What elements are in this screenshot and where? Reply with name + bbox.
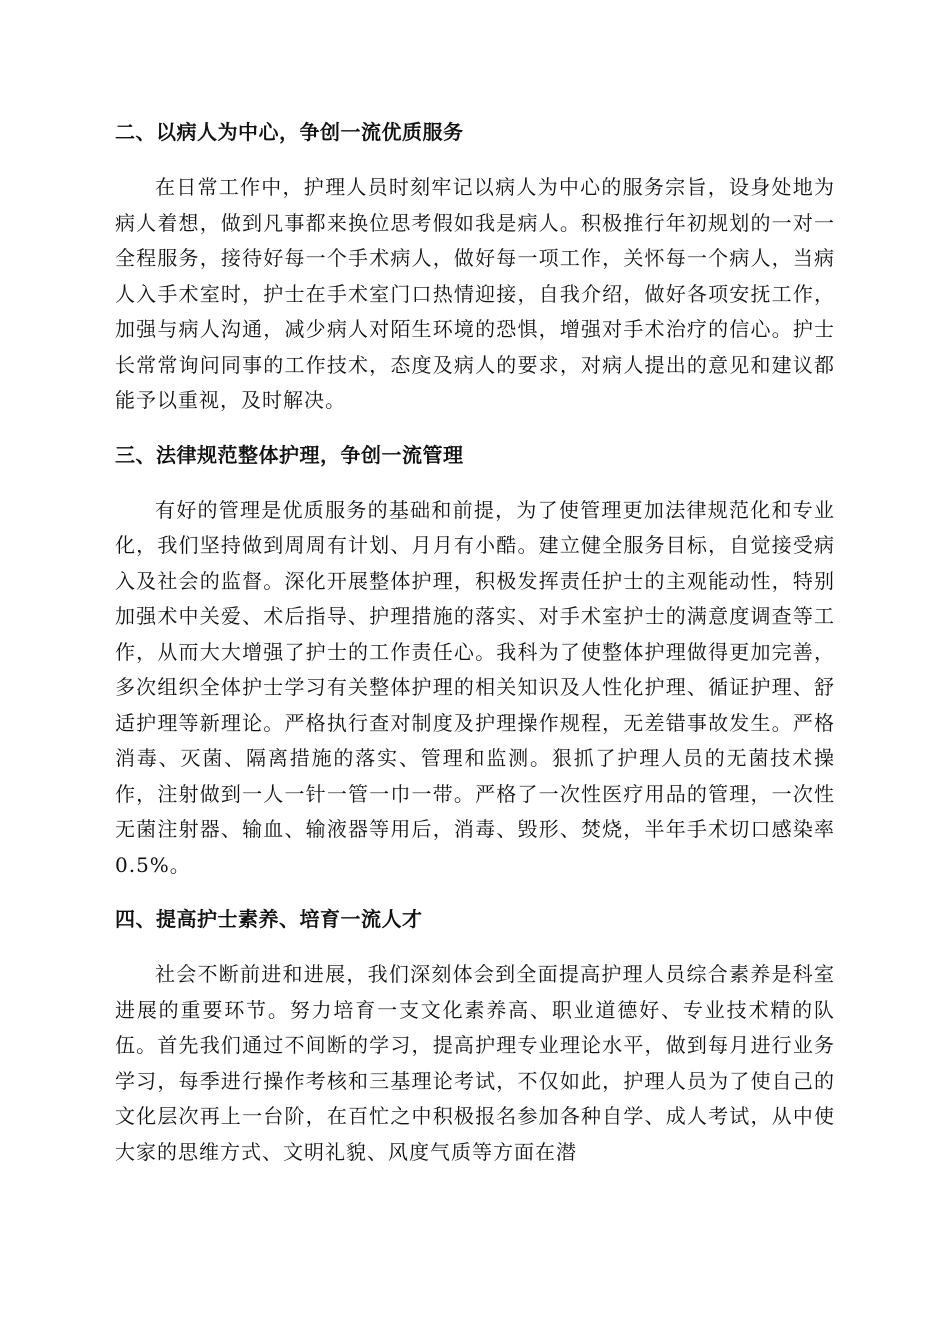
section-4-heading: 四、提高护士素养、培育一流人才 bbox=[115, 907, 423, 931]
section-4-paragraph: 社会不断前进和进展，我们深刻体会到全面提高护理人员综合素养是科室进展的重要环节。努力培育一支文化素养高、职业道德好、专业技术精的队伍。首先我们通过不间断的学习，提高护理专业理论水平，做到每月进行业务学习，每季进行操作考核和三基理论考试，不仅如此，护理人员为了使自己的文化层次再上一台阶，在百忙之中积极报名参加各种自学、成人考试，从中使大家的思维方式、文明礼貌、风度气质等方面在潜 bbox=[115, 962, 835, 1164]
section-2-paragraph: 在日常工作中，护理人员时刻牢记以病人为中心的服务宗旨，设身处地为病人着想，做到凡事都来换位思考假如我是病人。积极推行年初规划的一对一全程服务，接待好每一个手术病人，做好每一项工作，关怀每一个病人，当病人入手术室时，护士在手术室门口热情迎接，自我介绍，做好各项安抚工作，加强与病人沟通，减少病人对陌生环境的恐惧，增强对手术治疗的信心。护士长常常询问同事的工作技术，态度及病人的要求，对病人提出的意见和建议都能予以重视，及时解决。 bbox=[115, 175, 835, 412]
section-3-paragraph: 有好的管理是优质服务的基础和前提，为了使管理更加法律规范化和专业化，我们坚持做到周周有计划、月月有小酷。建立健全服务目标，自觉接受病入及社会的监督。深化开展整体护理，积极发挥责任护士的主观能动性，特别加强术中关爱、术后指导、护理措施的落实、对手术室护士的满意度调查等工作，从而大大增强了护士的工作责任心。我科为了使整体护理做得更加完善，多次组织全体护士学习有关整体护理的相关知识及人性化护理、循证护理、舒适护理等新理论。严格执行查对制度及护理操作规程，无差错事故发生。严格消毒、灭菌、隔离措施的落实、管理和监测。狠抓了护理人员的无菌技术操作，注射做到一人一针一管一巾一带。严格了一次性医疗用品的管理，一次性无菌注射器、输血、输液器等用后，消毒、毁形、焚烧，半年手术切口感染率0.5%。 bbox=[115, 497, 835, 877]
section-2-heading: 二、以病人为中心，争创一流优质服务 bbox=[115, 120, 464, 144]
section-3-heading: 三、法律规范整体护理，争创一流管理 bbox=[115, 442, 464, 467]
document-page bbox=[115, 114, 835, 1188]
